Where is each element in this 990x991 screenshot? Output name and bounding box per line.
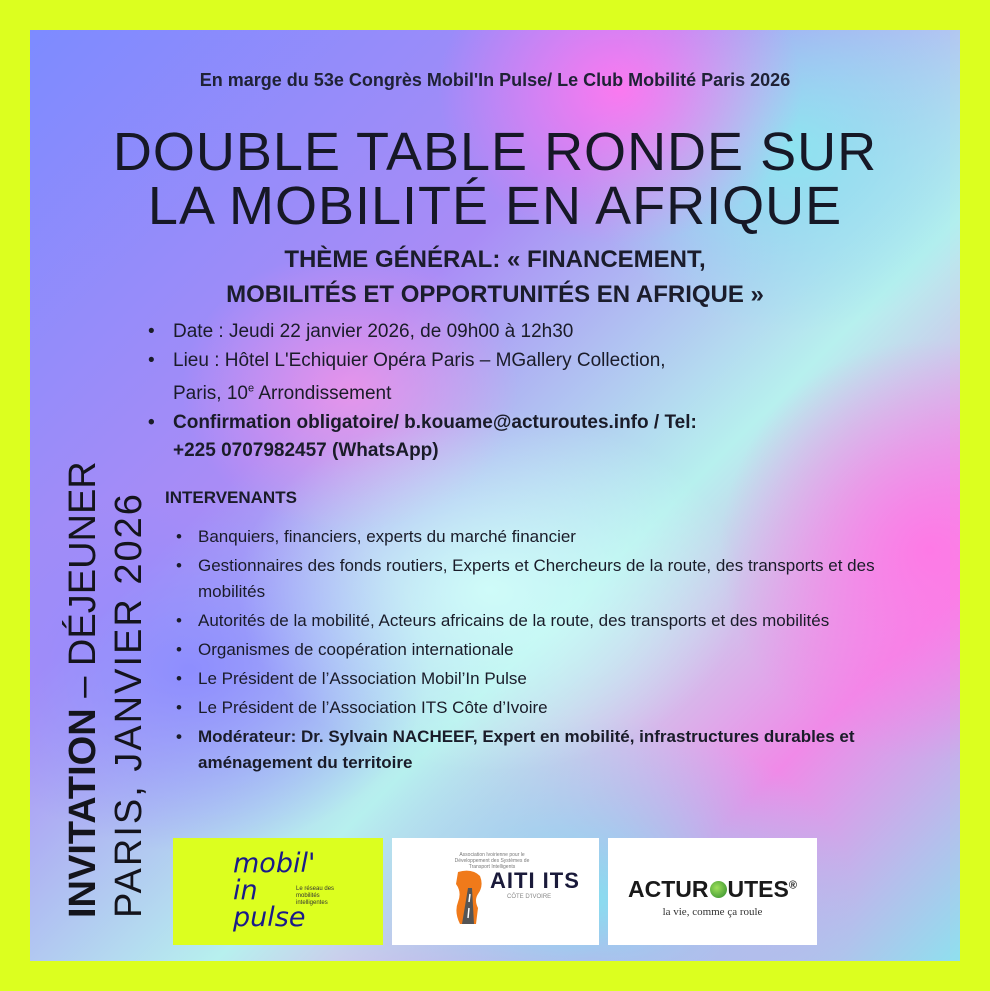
- list-item: • Le Président de l’Association ITS Côte d’Ivoire: [176, 695, 936, 721]
- bullet-icon: •: [148, 350, 155, 371]
- event-context-line: En marge du 53e Congrès Mobil'In Pulse/ Le Club Mobilité Paris 2026: [199, 70, 791, 90]
- list-item: • Banquiers, financiers, experts du marché financier: [176, 524, 936, 550]
- poster: [30, 30, 960, 961]
- title-line-2: LA MOBILITÉ EN AFRIQUE: [147, 176, 843, 236]
- aiti-header-text: Association Ivoirienne pour le Développement des Systèmes de Transport Intelligents: [454, 852, 530, 870]
- bullet-icon: •: [148, 412, 155, 434]
- aiti-its-logo: [392, 838, 599, 945]
- date-line: PARIS, JANVIER 2026: [108, 492, 150, 918]
- title-line-1: DOUBLE TABLE RONDE SUR: [112, 122, 878, 182]
- location-line-2: Paris, 10e Arrondissement: [173, 383, 392, 405]
- acturoutes-logo: [608, 838, 817, 945]
- theme-line-2: MOBILITÉS ET OPPORTUNITÉS EN AFRIQUE »: [226, 281, 764, 308]
- aiti-subtitle: CÔTE D'IVOIRE: [507, 894, 552, 900]
- confirmation-line-2: +225 0707982457 (WhatsApp): [173, 440, 439, 462]
- mobil-tagline: Le réseau des mobilités intelligentes: [296, 886, 335, 906]
- moderator-item: • Modérateur: Dr. Sylvain NACHEEF, Expert en mobilité, infrastructures durables et aménagement du territoire: [176, 724, 936, 776]
- bullet-icon: •: [176, 527, 182, 546]
- list-item: • Organismes de coopération internationale: [176, 637, 936, 663]
- bullet-icon: •: [148, 321, 155, 342]
- theme-line-1: THÈME GÉNÉRAL: « FINANCEMENT,: [284, 246, 706, 273]
- date-text: Date : Jeudi 22 janvier 2026, de 09h00 à 12h30: [173, 321, 574, 342]
- location-line-1: Lieu : Hôtel L'Echiquier Opéra Paris – MGallery Collection,: [173, 350, 666, 371]
- vertical-invitation-banner: [60, 118, 170, 918]
- location-item: [148, 347, 948, 408]
- bullet-icon: •: [176, 698, 182, 717]
- acturoutes-wordmark: ACTUR UTES®: [628, 876, 797, 902]
- acturoutes-tagline: la vie, comme ça roule: [662, 906, 763, 918]
- invitation-word: INVITATION: [62, 708, 104, 918]
- list-item: • Gestionnaires des fonds routiers, Experts et Chercheurs de la route, des transports et des mobilités: [176, 553, 936, 605]
- confirmation-line-1: Confirmation obligatoire/ b.kouame@acturoutes.info / Tel:: [173, 412, 697, 434]
- mobil-in-pulse-logo: mobil' in pulse Le réseau des mobilités intelligentes: [173, 838, 383, 945]
- intervenants-list: [176, 524, 936, 779]
- bullet-icon: •: [176, 669, 182, 688]
- confirmation-item: [148, 409, 948, 465]
- invitation-line: [60, 118, 106, 918]
- list-item: • Le Président de l’Association Mobil’In Pulse: [176, 666, 936, 692]
- invitation-rest: – DÉJEUNER: [62, 461, 104, 709]
- aiti-name: AITI ITS: [490, 868, 580, 893]
- bullet-icon: •: [176, 640, 182, 659]
- bullet-icon: •: [176, 556, 182, 575]
- road-map-icon: [450, 868, 488, 928]
- intervenants-heading: INTERVENANTS: [165, 488, 297, 507]
- list-item: • Autorités de la mobilité, Acteurs africains de la route, des transports et des mobilités: [176, 608, 936, 634]
- bullet-icon: •: [176, 611, 182, 630]
- date-item: [148, 318, 948, 346]
- globe-icon: [710, 881, 727, 898]
- event-details-list: [148, 318, 948, 466]
- bullet-icon: •: [176, 727, 182, 746]
